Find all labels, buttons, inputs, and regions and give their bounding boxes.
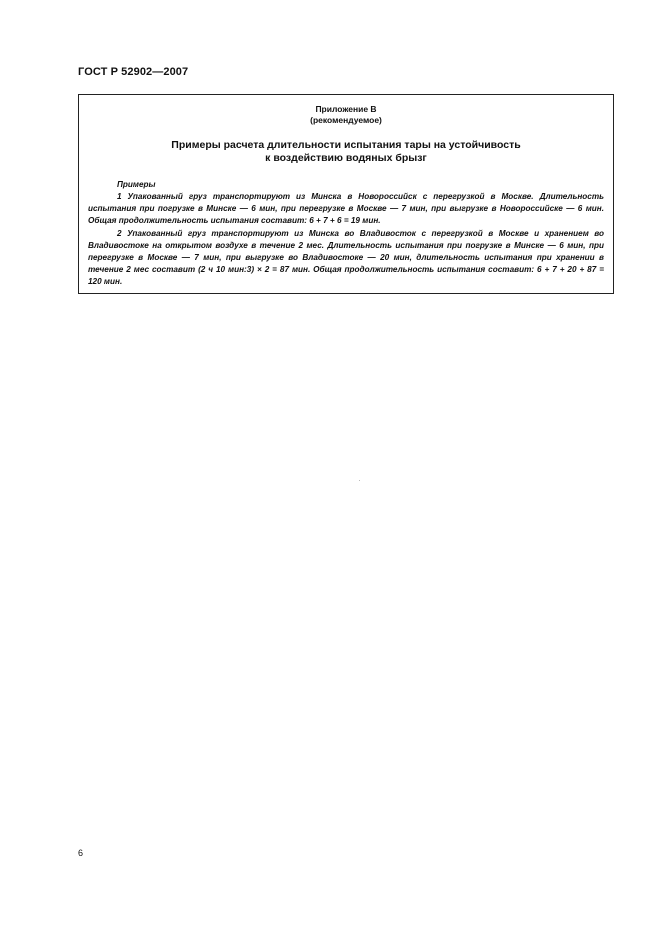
- annex-status: (рекомендуемое): [310, 115, 382, 125]
- examples-label: Примеры: [117, 180, 156, 189]
- document-code: ГОСТ Р 52902—2007: [78, 66, 189, 78]
- annex-title: Приложение В: [315, 104, 377, 114]
- annex-heading-line-2: к воздействию водяных брызг: [265, 152, 427, 164]
- annex-frame: [78, 94, 614, 294]
- annex-heading: [79, 139, 613, 165]
- example-1-paragraph: 1 Упакованный груз транспортируют из Минска в Новороссийск с перегрузкой в Москве. Длительность испытания при погрузке в Минске — 6 мин, при перегрузке в Москве — 7 мин, при выгрузке в Новороссийске — 6 мин. Общая продолжительность испытания составит: 6 + 7 + 6 = 19 мин.: [88, 192, 604, 225]
- example-2-paragraph: 2 Упакованный груз транспортируют из Минска во Владивосток с перегрузкой в Москве и хранением во Владивостоке на открытом воздухе в течение 2 мес. Длительность испытания при погрузке в Минске — 6 мин, при перегрузке в Москве — 7 мин, при выгрузке во Владивостоке — 20 мин, длительность испытания при хранении в течение 2 мес составит (2 ч 10 мин:3) × 2 = 87 мин. Общая продолжительность испытания составит: 6 + 7 + 20 + 87 = 120 мин.: [88, 229, 604, 286]
- scan-speck: [359, 480, 360, 481]
- page-number: 6: [78, 848, 84, 858]
- annex-heading-line-1: Примеры расчета длительности испытания тары на устойчивость: [171, 139, 521, 151]
